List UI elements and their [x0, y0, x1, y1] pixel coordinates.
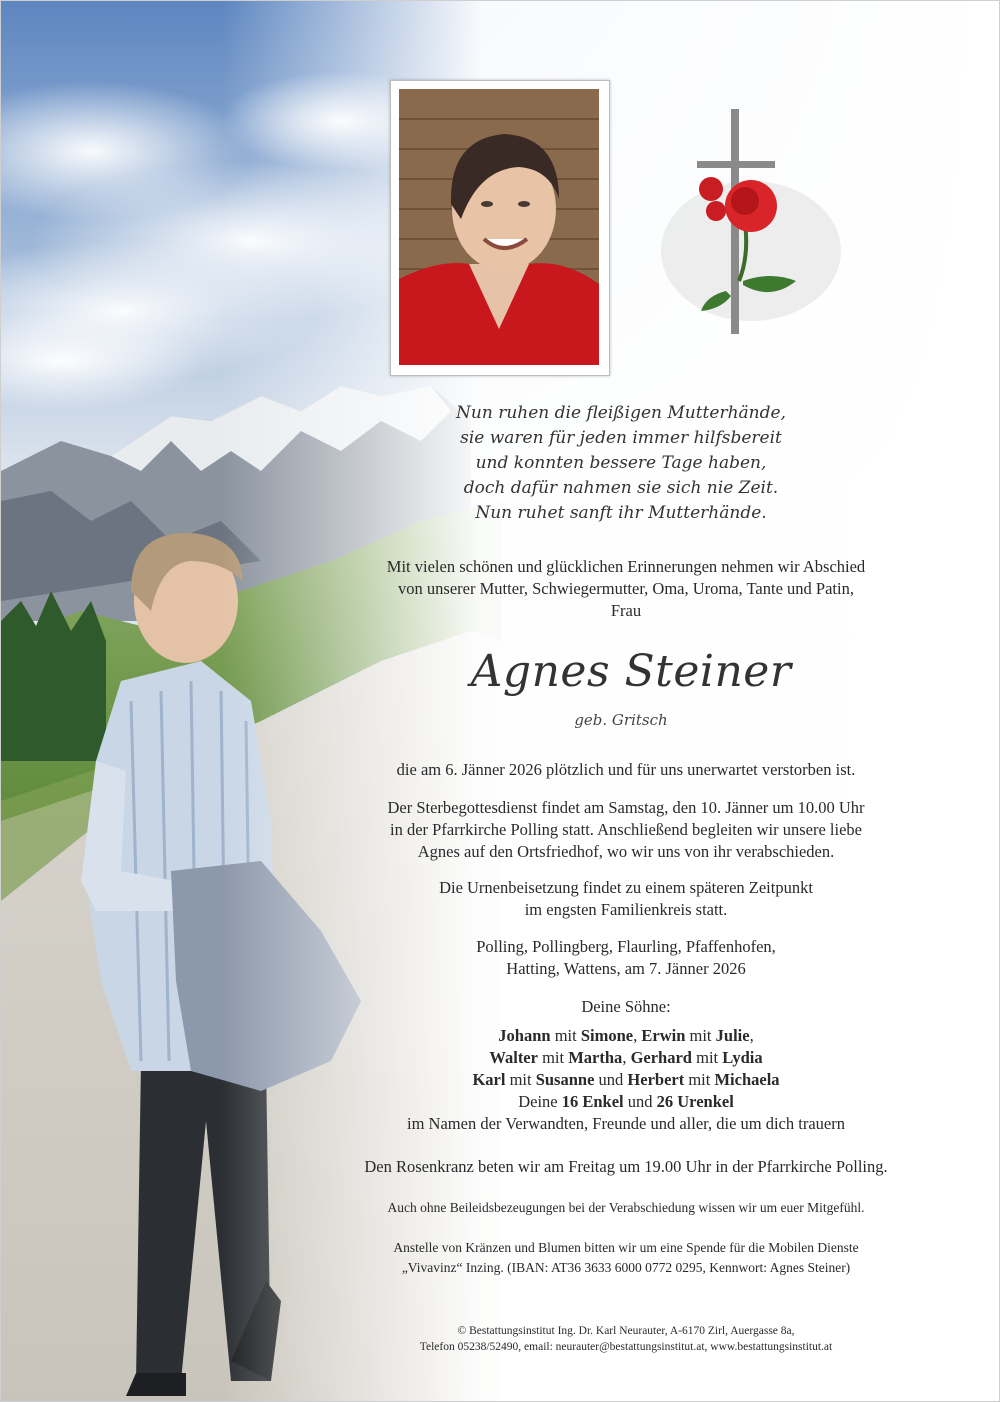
poem-line: sie waren für jeden immer hilfsbereit: [460, 428, 782, 448]
great-grandchildren-count: 26 Urenkel: [656, 1092, 734, 1111]
partner-name: Lydia: [722, 1048, 763, 1067]
son-name: Walter: [489, 1048, 538, 1067]
connector: mit: [685, 1026, 716, 1045]
connector: ,: [633, 1026, 642, 1045]
son-name: Herbert: [627, 1070, 685, 1089]
family-heading: Deine Söhne:: [581, 997, 671, 1016]
funeral-line: Agnes auf den Ortsfriedhof, wo wir uns von ihr verabschieden.: [417, 842, 835, 861]
connector: und: [623, 1092, 657, 1111]
partner-name: Martha: [568, 1048, 623, 1067]
intro-line: Frau: [610, 601, 642, 620]
partner-name: Michaela: [714, 1070, 780, 1089]
urn-line: im engsten Familienkreis statt.: [524, 900, 728, 919]
connector: ,: [622, 1048, 631, 1067]
family-list: [301, 1025, 951, 1135]
partner-name: Simone: [580, 1026, 634, 1045]
footer-line: © Bestattungsinstitut Ing. Dr. Karl Neurauter, A-6170 Zirl, Auergasse 8a,: [457, 1325, 795, 1337]
family-row: [301, 1069, 951, 1091]
connector: mit: [537, 1048, 569, 1067]
funeral-line: in der Pfarrkirche Polling statt. Anschließend begleiten wir unsere liebe: [390, 820, 862, 839]
donation-note: [301, 1238, 951, 1278]
grandchildren-count: 16 Enkel: [561, 1092, 624, 1111]
poem-line: und konnten bessere Tage haben,: [475, 453, 767, 473]
death-notice: die am 6. Jänner 2026 plötzlich und für uns unerwartet verstorben ist.: [396, 760, 856, 779]
poem-line: Nun ruhen die fleißigen Mutterhände,: [456, 403, 786, 423]
son-name: Gerhard: [630, 1048, 692, 1067]
rosary-info: Den Rosenkranz beten wir am Freitag um 19.00 Uhr in der Pfarrkirche Polling.: [364, 1157, 888, 1176]
donation-line: „Vivavinz“ Inzing. (IBAN: AT36 3633 6000 0772 0295, Kennwort: Agnes Steiner): [401, 1260, 851, 1275]
place-date-line: Hatting, Wattens, am 7. Jänner 2026: [506, 959, 746, 978]
family-row: [301, 1091, 951, 1113]
funeral-line: Der Sterbegottesdienst findet am Samstag, den 10. Jänner um 10.00 Uhr: [387, 798, 865, 817]
footer: [301, 1323, 951, 1355]
poem: [421, 401, 821, 526]
funeral-info: [301, 797, 951, 863]
portrait-photo: [399, 89, 599, 365]
footer-line: Telefon 05238/52490, email: neurauter@bestattungsinstitut.at, www.bestattungsinstitut.at: [419, 1341, 833, 1353]
family-row: [301, 1047, 951, 1069]
son-name: Johann: [498, 1026, 551, 1045]
place-date: [301, 936, 951, 980]
connector: Deine: [518, 1092, 562, 1111]
intro-text: [301, 556, 951, 622]
partner-name: Susanne: [535, 1070, 595, 1089]
urn-line: Die Urnenbeisetzung findet zu einem späteren Zeitpunkt: [439, 878, 813, 897]
condolence-note: Auch ohne Beileidsbezeugungen bei der Verabschiedung wissen wir um euer Mitgefühl.: [387, 1200, 865, 1215]
connector: mit: [505, 1070, 536, 1089]
deceased-name: Agnes Steiner: [470, 646, 792, 697]
family-row: [301, 1025, 951, 1047]
connector: ,: [749, 1026, 754, 1045]
family-closing: im Namen der Verwandten, Freunde und aller, die um dich trauern: [407, 1114, 845, 1133]
birth-name: geb. Gritsch: [574, 711, 668, 729]
poem-line: doch dafür nahmen sie sich nie Zeit.: [463, 478, 779, 498]
intro-line: von unserer Mutter, Schwiegermutter, Oma, Uroma, Tante und Patin,: [398, 579, 854, 598]
intro-line: Mit vielen schönen und glücklichen Erinnerungen nehmen wir Abschied: [386, 557, 866, 576]
poem-line: Nun ruhet sanft ihr Mutterhände.: [475, 503, 767, 523]
connector: mit: [691, 1048, 723, 1067]
connector: mit: [684, 1070, 715, 1089]
place-date-line: Polling, Pollingberg, Flaurling, Pfaffenhofen,: [476, 937, 776, 956]
son-name: Erwin: [641, 1026, 686, 1045]
cross-with-rose-icon: [641, 101, 841, 351]
donation-line: Anstelle von Kränzen und Blumen bitten wir um eine Spende für die Mobilen Dienste: [393, 1240, 859, 1255]
urn-info: [301, 877, 951, 921]
connector: und: [594, 1070, 628, 1089]
connector: mit: [550, 1026, 581, 1045]
portrait-frame: [390, 80, 610, 376]
partner-name: Julie: [715, 1026, 750, 1045]
son-name: Karl: [472, 1070, 506, 1089]
